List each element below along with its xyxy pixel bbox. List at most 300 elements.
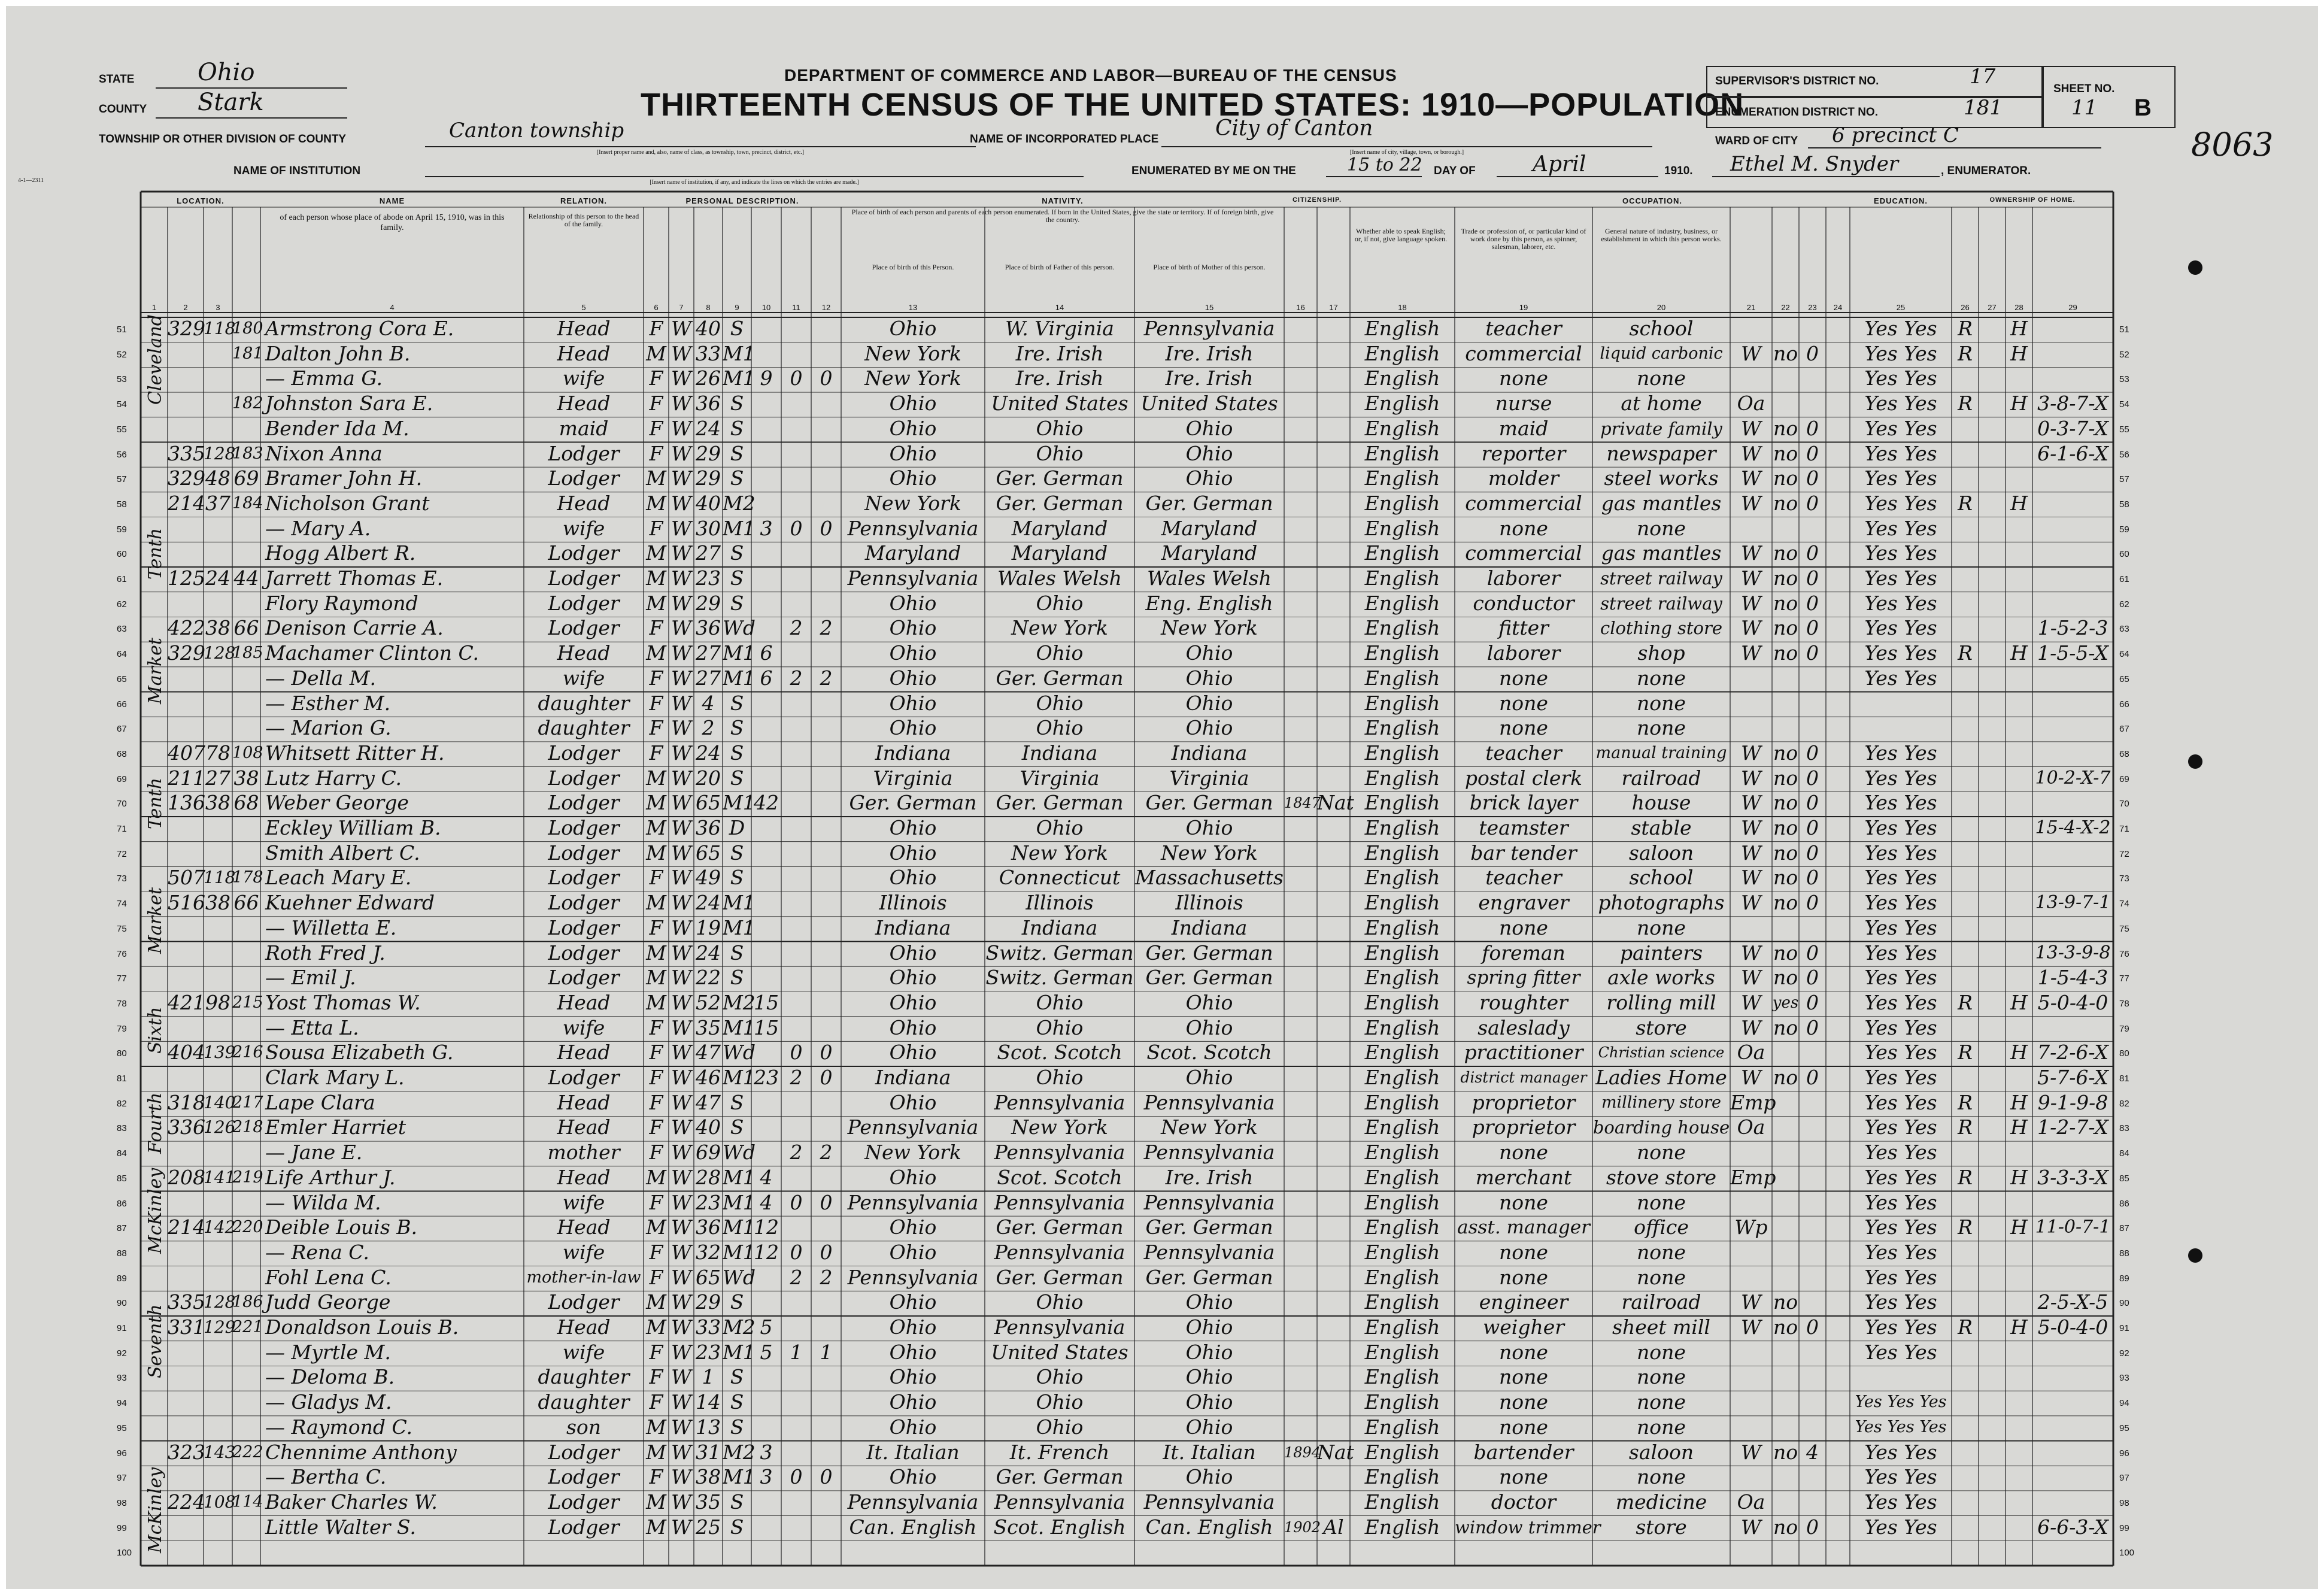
cell-bpm: Pennsylvania bbox=[1143, 1090, 1275, 1114]
cell-ind: school bbox=[1629, 866, 1694, 890]
cell-rel: Head bbox=[557, 1215, 611, 1239]
cell-trade: bar tender bbox=[1470, 841, 1577, 865]
column-number: 5 bbox=[581, 303, 586, 312]
cell-yes: 0 bbox=[1806, 641, 1819, 665]
line-number: 81 bbox=[117, 1074, 127, 1084]
cell-house: 335 bbox=[168, 441, 205, 465]
cell-lang: English bbox=[1364, 1515, 1440, 1539]
cell-emp: W bbox=[1741, 1290, 1761, 1314]
cell-race: W bbox=[671, 1066, 691, 1089]
cell-bpm: Pennsylvania bbox=[1143, 1141, 1275, 1165]
cell-trade: none bbox=[1499, 1190, 1548, 1214]
cell-name: — Bertha C. bbox=[265, 1465, 387, 1489]
column-number: 13 bbox=[908, 303, 918, 312]
cell-race: W bbox=[671, 616, 691, 640]
cell-ms: M1 bbox=[723, 1066, 756, 1089]
cell-trade: foreman bbox=[1482, 941, 1565, 965]
line-number: 86 bbox=[117, 1198, 127, 1209]
cell-age: 4 bbox=[702, 691, 715, 715]
group-relation: RELATION. bbox=[560, 196, 608, 205]
cell-ind: none bbox=[1637, 1340, 1686, 1364]
cell-wk: no bbox=[1773, 566, 1798, 590]
institution-label: NAME OF INSTITUTION bbox=[233, 165, 361, 177]
line-number: 81 bbox=[2119, 1074, 2129, 1084]
cell-sex: M bbox=[646, 541, 666, 565]
cell-bpf: Pennsylvania bbox=[994, 1315, 1125, 1339]
cell-own: R bbox=[1958, 1165, 1973, 1189]
cell-own: R bbox=[1958, 990, 1973, 1014]
cell-ms: M2 bbox=[723, 990, 756, 1014]
cell-house: 214 bbox=[168, 1215, 205, 1239]
cell-trade: none bbox=[1499, 1265, 1548, 1289]
line-number: 58 bbox=[2119, 499, 2129, 510]
line-number: 83 bbox=[2119, 1123, 2129, 1134]
cell-rel: Lodger bbox=[548, 1290, 620, 1314]
cell-emp: W bbox=[1741, 416, 1761, 440]
cell-edu: Yes Yes bbox=[1864, 1265, 1937, 1289]
cell-bpf: Ohio bbox=[1036, 716, 1084, 740]
cell-bp: New York bbox=[864, 1141, 961, 1165]
cell-bpm: Ger. German bbox=[1145, 966, 1273, 990]
line-number: 84 bbox=[117, 1148, 127, 1159]
cell-sched: 6-1-6-X bbox=[2037, 441, 2108, 465]
line-number: 92 bbox=[2119, 1348, 2129, 1359]
cell-yrs: 3 bbox=[760, 1465, 773, 1489]
cell-rel: Head bbox=[557, 1090, 611, 1114]
cell-bpm: Ohio bbox=[1185, 990, 1233, 1014]
cell-ms: S bbox=[730, 566, 744, 590]
line-number: 63 bbox=[2119, 624, 2129, 635]
cell-bp: Virginia bbox=[873, 766, 953, 790]
sheet-label: SHEET NO. bbox=[2053, 83, 2115, 95]
cell-age: 65 bbox=[696, 841, 721, 865]
cell-edu: Yes Yes bbox=[1864, 541, 1937, 565]
cell-edu: Yes Yes bbox=[1864, 566, 1937, 590]
line-number: 79 bbox=[117, 1023, 127, 1034]
column-number: 3 bbox=[216, 303, 220, 312]
line-number: 69 bbox=[2119, 774, 2129, 784]
cell-ind: gas mantles bbox=[1601, 491, 1722, 515]
line-number: 62 bbox=[117, 599, 127, 610]
cell-sex: M bbox=[646, 466, 666, 490]
cell-bpm: Pennsylvania bbox=[1143, 1190, 1275, 1214]
cell-age: 23 bbox=[696, 566, 721, 590]
cell-emp: W bbox=[1741, 591, 1761, 615]
line-number: 79 bbox=[2119, 1023, 2129, 1034]
cell-ind: liquid carbonic bbox=[1600, 344, 1723, 363]
binder-hole bbox=[2188, 754, 2202, 769]
cell-sex: F bbox=[649, 1141, 663, 1165]
cell-age: 25 bbox=[696, 1515, 721, 1539]
cell-fh: H bbox=[2010, 392, 2028, 416]
cell-house: 516 bbox=[168, 891, 205, 915]
cell-ms: S bbox=[730, 541, 744, 565]
cell-sex: F bbox=[649, 1066, 663, 1089]
column-number: 14 bbox=[1055, 303, 1064, 312]
cell-lang: English bbox=[1364, 1315, 1440, 1339]
cell-ind: store bbox=[1636, 1515, 1687, 1539]
cell-nat: Nat bbox=[1317, 1440, 1354, 1464]
line-number: 56 bbox=[117, 449, 127, 460]
cell-trade: spring fitter bbox=[1467, 967, 1580, 989]
cell-trade: none bbox=[1499, 716, 1548, 740]
cell-emp: W bbox=[1741, 841, 1761, 865]
cell-race: W bbox=[671, 1415, 691, 1439]
cell-ms: M2 bbox=[723, 1440, 756, 1464]
form-code: 4-1—2311 bbox=[18, 177, 44, 184]
line-number: 97 bbox=[117, 1473, 127, 1484]
cell-wk: no bbox=[1773, 866, 1798, 890]
cell-ind: shop bbox=[1637, 641, 1685, 665]
cell-yrs: 23 bbox=[754, 1066, 779, 1089]
cell-house: 404 bbox=[168, 1041, 205, 1065]
cell-ms: S bbox=[730, 966, 744, 990]
cell-dw: 37 bbox=[205, 491, 230, 515]
cell-age: 33 bbox=[696, 1315, 721, 1339]
cell-name: Weber George bbox=[265, 791, 409, 815]
cell-yrs: 4 bbox=[760, 1190, 773, 1214]
cell-trade: none bbox=[1499, 1390, 1548, 1414]
line-number: 74 bbox=[117, 899, 127, 909]
cell-trade: saleslady bbox=[1477, 1015, 1570, 1039]
cell-age: 24 bbox=[696, 941, 721, 965]
cell-house: 125 bbox=[168, 566, 205, 590]
cell-ind: railroad bbox=[1621, 766, 1701, 790]
column-number: 17 bbox=[1329, 303, 1338, 312]
cell-ind: Ladies Home bbox=[1595, 1066, 1727, 1089]
cell-trade: weigher bbox=[1482, 1315, 1564, 1339]
line-number: 76 bbox=[2119, 948, 2129, 959]
cell-name: — Mary A. bbox=[265, 516, 371, 540]
cell-bpf: New York bbox=[1011, 1115, 1108, 1139]
cell-yrs: 5 bbox=[760, 1340, 773, 1364]
cell-sex: M bbox=[646, 766, 666, 790]
cell-fh: H bbox=[2010, 1090, 2028, 1114]
line-number: 97 bbox=[2119, 1473, 2129, 1484]
cell-age: 36 bbox=[696, 616, 721, 640]
cell-rel: maid bbox=[559, 416, 609, 440]
cell-nat: Al bbox=[1323, 1515, 1344, 1539]
cell-ms: S bbox=[730, 416, 744, 440]
cell-yes: 0 bbox=[1806, 1315, 1819, 1339]
street-name: Fourth bbox=[145, 1092, 166, 1154]
cell-yrs: 3 bbox=[760, 516, 773, 540]
cell-bpm: Ohio bbox=[1185, 716, 1233, 740]
cell-rel: daughter bbox=[538, 1365, 630, 1389]
cell-age: 47 bbox=[696, 1041, 721, 1065]
cell-lang: English bbox=[1364, 1290, 1440, 1314]
cell-bpf: Ohio bbox=[1036, 416, 1084, 440]
cell-lang: English bbox=[1364, 1090, 1440, 1114]
cell-bpm: Illinois bbox=[1175, 891, 1243, 915]
cell-dw: 128 bbox=[204, 443, 236, 463]
line-number: 87 bbox=[2119, 1223, 2129, 1234]
column-number: 8 bbox=[706, 303, 711, 312]
cell-race: W bbox=[671, 1490, 691, 1514]
cell-dw: 140 bbox=[204, 1092, 236, 1112]
ward-value: 6 precinct C bbox=[1832, 123, 1959, 147]
cell-fh: H bbox=[2010, 341, 2028, 365]
birth-person-header: Place of birth of this Person. bbox=[872, 263, 954, 271]
cell-ind: none bbox=[1637, 716, 1686, 740]
cell-sex: F bbox=[649, 1340, 663, 1364]
cell-race: W bbox=[671, 966, 691, 990]
cell-ind: none bbox=[1637, 666, 1686, 690]
column-number: 10 bbox=[761, 303, 771, 312]
cell-bp: Ohio bbox=[889, 1365, 937, 1389]
cell-dw: 108 bbox=[204, 1491, 236, 1512]
cell-name: Flory Raymond bbox=[265, 591, 418, 615]
cell-ms: D bbox=[729, 816, 745, 839]
cell-rel: Lodger bbox=[548, 616, 620, 640]
cell-ind: none bbox=[1637, 691, 1686, 715]
institution-note: [Insert name of institution, if any, and indicate the lines on which the entries are made.] bbox=[650, 179, 859, 186]
cell-fam: 181 bbox=[232, 344, 263, 363]
column-number: 29 bbox=[2068, 303, 2077, 312]
cell-bpm: Ohio bbox=[1185, 1015, 1233, 1039]
cell-ind: railroad bbox=[1621, 1290, 1701, 1314]
cell-emp: W bbox=[1741, 1515, 1761, 1539]
cell-emp: W bbox=[1741, 941, 1761, 965]
cell-sex: F bbox=[649, 1115, 663, 1139]
column-number: 19 bbox=[1519, 303, 1528, 312]
cell-bpm: Ohio bbox=[1185, 441, 1233, 465]
street-name: Tenth bbox=[145, 527, 166, 580]
cell-wk: no bbox=[1773, 1315, 1798, 1339]
line-number: 52 bbox=[2119, 349, 2129, 360]
cell-edu: Yes Yes bbox=[1864, 791, 1937, 815]
cell-trade: commercial bbox=[1465, 491, 1582, 515]
column-number: 25 bbox=[1896, 303, 1906, 312]
cell-bpm: Massachusetts bbox=[1135, 866, 1284, 890]
cell-ind: stable bbox=[1631, 816, 1692, 839]
cell-emp: W bbox=[1741, 1440, 1761, 1464]
cell-bpm: Ire. Irish bbox=[1165, 1165, 1254, 1189]
cell-sex: F bbox=[649, 716, 663, 740]
cell-race: W bbox=[671, 341, 691, 365]
cell-dw: 24 bbox=[205, 566, 230, 590]
cell-bpm: Ohio bbox=[1185, 1390, 1233, 1414]
cell-age: 23 bbox=[696, 1340, 721, 1364]
cell-bpm: Scot. Scotch bbox=[1146, 1041, 1272, 1065]
street-name: McKinley bbox=[145, 1168, 166, 1254]
line-number: 96 bbox=[117, 1448, 127, 1458]
cell-bp: Ohio bbox=[889, 641, 937, 665]
cell-bpf: Ohio bbox=[1036, 691, 1084, 715]
cell-rel: wife bbox=[562, 1190, 605, 1214]
cell-bpf: Connecticut bbox=[999, 866, 1121, 890]
cell-emp: W bbox=[1741, 1066, 1761, 1089]
cell-fh: H bbox=[2010, 317, 2028, 340]
cell-ind: street railway bbox=[1600, 568, 1722, 589]
cell-sex: F bbox=[649, 1390, 663, 1414]
street-name: McKinley bbox=[145, 1467, 166, 1554]
cell-bpm: New York bbox=[1161, 1115, 1258, 1139]
cell-born: 2 bbox=[790, 1141, 803, 1165]
ward-label: WARD OF CITY bbox=[1715, 135, 1798, 147]
cell-trade: none bbox=[1499, 1340, 1548, 1364]
cell-house: 214 bbox=[168, 491, 205, 515]
cell-ind: none bbox=[1637, 1190, 1686, 1214]
cell-sex: M bbox=[646, 816, 666, 839]
cell-fam: 221 bbox=[232, 1318, 263, 1336]
cell-race: W bbox=[671, 366, 691, 390]
line-number: 57 bbox=[2119, 474, 2129, 485]
cell-age: 22 bbox=[696, 966, 721, 990]
cell-age: 27 bbox=[696, 641, 721, 665]
cell-race: W bbox=[671, 1315, 691, 1339]
cell-edu: Yes Yes bbox=[1864, 1465, 1937, 1489]
cell-ms: Wd bbox=[723, 1041, 756, 1065]
cell-rel: Head bbox=[557, 990, 611, 1014]
cell-rel: Head bbox=[557, 317, 611, 340]
cell-bpm: Ohio bbox=[1185, 641, 1233, 665]
cell-sex: F bbox=[649, 691, 663, 715]
cell-dw: 38 bbox=[205, 891, 230, 915]
cell-rel: Lodger bbox=[548, 1490, 620, 1514]
cell-ms: M1 bbox=[723, 516, 756, 540]
cell-sex: M bbox=[646, 990, 666, 1014]
line-number: 84 bbox=[2119, 1148, 2129, 1159]
cell-age: 36 bbox=[696, 392, 721, 416]
cell-lang: English bbox=[1364, 716, 1440, 740]
cell-wk: no bbox=[1773, 416, 1798, 440]
cell-rel: daughter bbox=[538, 1390, 630, 1414]
line-number: 100 bbox=[117, 1548, 132, 1558]
line-number: 55 bbox=[117, 424, 127, 435]
cell-name: Kuehner Edward bbox=[265, 891, 435, 915]
cell-ms: S bbox=[730, 392, 744, 416]
cell-emp: W bbox=[1741, 491, 1761, 515]
cell-bpf: Ger. German bbox=[996, 466, 1124, 490]
cell-bpf: Ger. German bbox=[996, 1215, 1124, 1239]
cell-trade: teamster bbox=[1479, 816, 1568, 839]
enumerated-label: ENUMERATED BY ME ON THE bbox=[1131, 165, 1296, 177]
cell-dw: 48 bbox=[205, 466, 230, 490]
cell-edu: Yes Yes bbox=[1864, 1041, 1937, 1065]
cell-name: — Jane E. bbox=[265, 1141, 363, 1165]
cell-bpf: Switz. German bbox=[985, 966, 1134, 990]
cell-name: Life Arthur J. bbox=[265, 1165, 396, 1189]
cell-name: Judd George bbox=[265, 1290, 391, 1314]
line-number: 65 bbox=[117, 674, 127, 684]
cell-sex: M bbox=[646, 1290, 666, 1314]
cell-bp: Ohio bbox=[889, 1015, 937, 1039]
group-education: EDUCATION. bbox=[1874, 196, 1928, 205]
column-number: 21 bbox=[1746, 303, 1756, 312]
cell-yrs: 15 bbox=[754, 990, 779, 1014]
line-number: 74 bbox=[2119, 899, 2129, 909]
cell-imm: 1902 bbox=[1284, 1518, 1321, 1536]
cell-wk: no bbox=[1773, 841, 1798, 865]
cell-race: W bbox=[671, 392, 691, 416]
cell-age: 27 bbox=[696, 541, 721, 565]
line-number: 95 bbox=[2119, 1423, 2129, 1433]
cell-bpf: Ire. Irish bbox=[1015, 341, 1104, 365]
cell-lang: English bbox=[1364, 1115, 1440, 1139]
cell-ms: M1 bbox=[723, 641, 756, 665]
cell-edu: Yes Yes bbox=[1864, 1141, 1937, 1165]
cell-fh: H bbox=[2010, 990, 2028, 1014]
cell-lang: English bbox=[1364, 341, 1440, 365]
month-value: April bbox=[1533, 152, 1586, 177]
cell-age: 40 bbox=[696, 317, 721, 340]
enumerated-day: 15 to 22 bbox=[1347, 154, 1422, 175]
cell-ms: S bbox=[730, 1115, 744, 1139]
cell-age: 40 bbox=[696, 1115, 721, 1139]
group-name: NAME bbox=[379, 196, 405, 205]
cell-bpf: Illinois bbox=[1026, 891, 1094, 915]
column-number: 22 bbox=[1781, 303, 1790, 312]
cell-trade: postal clerk bbox=[1464, 766, 1583, 790]
cell-bp: Indiana bbox=[875, 1066, 951, 1089]
cell-bpf: Ohio bbox=[1036, 591, 1084, 615]
cell-fam: 44 bbox=[233, 566, 259, 590]
cell-emp: Wp bbox=[1734, 1215, 1768, 1239]
line-number: 66 bbox=[117, 699, 127, 709]
cell-wk: no bbox=[1773, 616, 1798, 640]
cell-race: W bbox=[671, 666, 691, 690]
cell-ind: none bbox=[1637, 366, 1686, 390]
line-number: 63 bbox=[117, 624, 127, 635]
cell-ms: M1 bbox=[723, 915, 756, 939]
line-number: 71 bbox=[2119, 824, 2129, 834]
cell-name: Lutz Harry C. bbox=[265, 766, 402, 790]
cell-trade: engraver bbox=[1478, 891, 1569, 915]
cell-trade: commercial bbox=[1465, 341, 1582, 365]
cell-bpf: W. Virginia bbox=[1005, 317, 1114, 340]
cell-emp: W bbox=[1741, 1315, 1761, 1339]
census-sheet bbox=[6, 6, 2318, 1589]
cell-own: R bbox=[1958, 341, 1973, 365]
cell-dw: 142 bbox=[204, 1217, 236, 1238]
cell-sex: F bbox=[649, 741, 663, 765]
cell-race: W bbox=[671, 915, 691, 939]
cell-edu: Yes Yes bbox=[1864, 416, 1937, 440]
cell-sched: 10-2-X-7 bbox=[2035, 767, 2111, 789]
line-number: 96 bbox=[2119, 1448, 2129, 1458]
cell-ms: M1 bbox=[723, 1465, 756, 1489]
cell-edu: Yes Yes bbox=[1864, 1190, 1937, 1214]
cell-wk: no bbox=[1773, 541, 1798, 565]
line-number: 64 bbox=[2119, 649, 2129, 660]
cell-trade: conductor bbox=[1473, 591, 1574, 615]
cell-sex: F bbox=[649, 317, 663, 340]
cell-trade: merchant bbox=[1475, 1165, 1572, 1189]
line-number: 94 bbox=[117, 1398, 127, 1409]
cell-trade: laborer bbox=[1486, 566, 1561, 590]
line-number: 77 bbox=[2119, 974, 2129, 984]
cell-house: 422 bbox=[168, 616, 205, 640]
cell-rel: Lodger bbox=[548, 741, 620, 765]
line-number: 78 bbox=[117, 998, 127, 1009]
cell-name: Deible Louis B. bbox=[265, 1215, 417, 1239]
cell-lang: English bbox=[1364, 1240, 1440, 1264]
cell-ms: M1 bbox=[723, 1015, 756, 1039]
cell-rel: mother-in-law bbox=[526, 1267, 641, 1287]
cell-ind: none bbox=[1637, 1415, 1686, 1439]
cell-wk: no bbox=[1773, 441, 1798, 465]
cell-name: Lape Clara bbox=[265, 1090, 375, 1114]
cell-sched: 13-9-7-1 bbox=[2035, 892, 2111, 914]
cell-name: Clark Mary L. bbox=[265, 1066, 405, 1089]
cell-liv: 0 bbox=[820, 1240, 833, 1264]
cell-dw: 118 bbox=[204, 319, 236, 338]
line-number: 72 bbox=[117, 848, 127, 859]
cell-age: 65 bbox=[696, 1265, 721, 1289]
cell-sched: 15-4-X-2 bbox=[2035, 817, 2111, 838]
group-occupation: OCCUPATION. bbox=[1622, 196, 1683, 205]
